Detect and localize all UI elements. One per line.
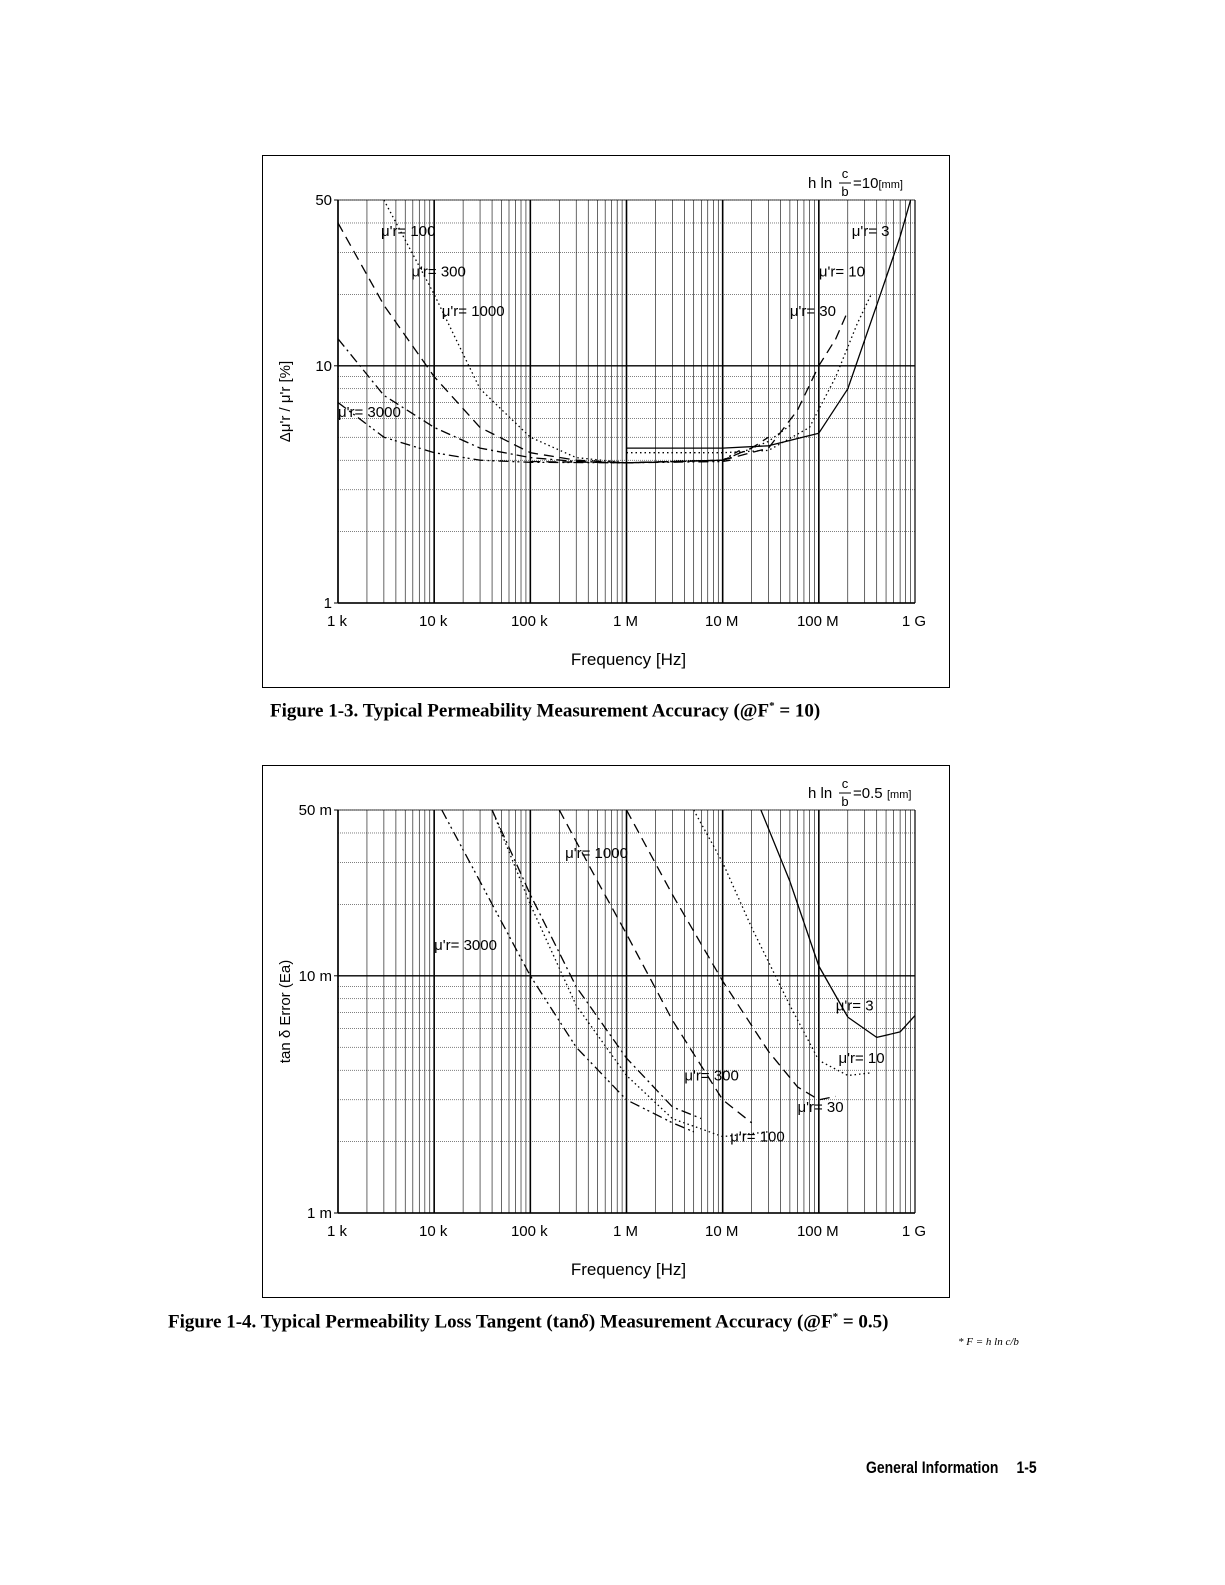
series-label: μ'r= 10 [838,1050,885,1068]
series-line [627,810,836,1100]
footer-section: General Information [866,1458,999,1477]
caption-1-suffix: = 10) [774,700,821,722]
series-label: μ'r= 300 [411,263,466,281]
caption-2-delta: δ [579,1311,589,1333]
series-line [492,810,768,1137]
caption-2-mid: ) Measurement Accuracy (@F [588,1311,833,1333]
y-axis-title: Δμ'r / μ'r [%] [277,360,294,443]
series-line [530,311,848,463]
caption-2-suffix: = 0.5) [838,1311,889,1333]
caption-2-sup: * [832,1311,839,1323]
series-label: μ'r= 100 [730,1128,785,1146]
condition-unit: [mm] [887,789,912,801]
series-label: μ'r= 3 [835,997,874,1015]
series-line [694,810,872,1076]
figure-1-3-caption [270,700,820,722]
condition-numerator: c [841,776,849,791]
loss-tangent-accuracy-chart [262,765,950,1298]
x-tick-label: 1 k [326,1223,348,1240]
series-label: μ'r= 1000 [441,303,505,321]
condition-value: =0.5 [853,785,883,802]
x-tick-label: 1 M [612,613,639,630]
grid [338,810,915,1213]
permeability-accuracy-chart [262,155,950,688]
condition-numerator: c [841,166,849,181]
condition-value: =10 [853,175,879,192]
caption-1-sup: * [769,700,775,712]
x-tick-label: 1 M [612,1223,639,1240]
series-label: μ'r= 30 [789,303,837,321]
figure-1-4-caption [168,1311,888,1333]
page-number: 1-5 [1016,1458,1037,1477]
y-tick-label: 1 [323,595,332,612]
series-line [338,223,769,463]
series-label: μ'r= 3000 [338,403,401,421]
condition-unit: [mm] [878,179,903,191]
series-line [384,200,790,463]
x-axis-title: Frequency [Hz] [570,1260,687,1279]
y-tick-label: 10 [315,357,332,375]
series-label: μ'r= 30 [797,1098,844,1116]
x-tick-label: 100 M [796,1223,839,1240]
y-tick-label: 50 m [298,802,332,819]
x-tick-label: 1 k [326,613,348,630]
grid [338,200,915,603]
condition-prefix: h ln [808,175,833,192]
series-label: μ'r= 1000 [565,844,628,862]
condition-denominator: b [841,794,849,809]
x-tick-label: 10 k [418,1223,448,1240]
series-label: μ'r= 3000 [434,936,497,954]
condition-prefix: h ln [808,785,833,802]
y-axis-title: tan δ Error (Ea) [277,959,294,1064]
x-tick-label: 100 M [796,613,839,630]
x-tick-label: 1 G [901,613,927,630]
condition-denominator: b [841,184,849,199]
chart-2-svg [263,766,951,1299]
x-tick-label: 10 k [418,613,448,630]
page-footer [866,1458,1037,1478]
series-group [442,810,915,1137]
caption-1-text: Figure 1-3. Typical Permeability Measurement Accuracy (@F [270,700,770,722]
series-label: μ'r= 3 [851,223,890,241]
y-tick-label: 10 m [298,967,332,985]
series-label: μ'r= 300 [684,1067,739,1085]
series-line [338,339,740,463]
x-tick-label: 1 G [901,1223,927,1240]
x-axis-title: Frequency [Hz] [570,650,687,669]
x-tick-label: 10 M [704,613,739,630]
y-tick-label: 1 m [306,1205,332,1222]
x-tick-label: 100 k [510,613,548,630]
chart-1-svg [263,156,951,689]
series-label: μ'r= 100 [381,223,436,241]
series-label: μ'r= 10 [818,263,865,281]
x-tick-label: 10 M [704,1223,739,1240]
x-tick-label: 100 k [510,1223,548,1240]
y-tick-label: 50 [315,192,332,209]
caption-2-text: Figure 1-4. Typical Permeability Loss Tangent (tan [168,1311,580,1333]
footnote-f-definition: * F = h ln c/b [958,1336,1019,1348]
